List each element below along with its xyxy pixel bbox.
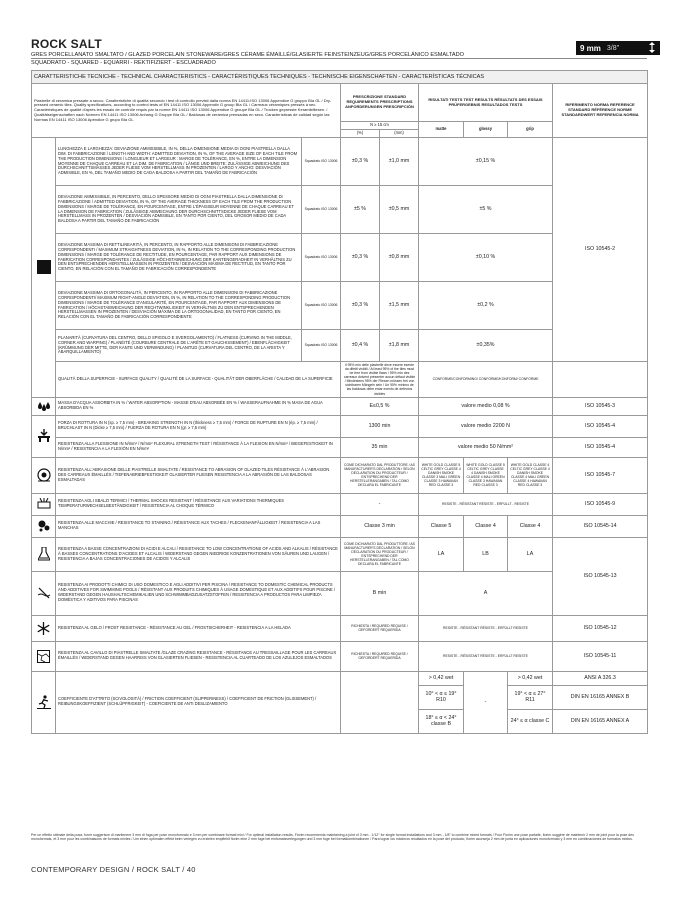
- prescription-mm: ±1,8 mm: [380, 330, 419, 362]
- page-footer: CONTEMPORARY DESIGN / ROCK SALT / 40: [31, 865, 196, 874]
- acid-alkali-icon: [32, 537, 56, 571]
- unit-percent: (%): [341, 130, 380, 138]
- table-row: [32, 537, 648, 571]
- pool-chemicals-icon: [32, 571, 56, 615]
- unit-mm: (mm): [380, 130, 419, 138]
- friction-b-matte: 10° < α ≤ 19° R10: [419, 685, 464, 709]
- row-description: DEVIAZIONE MASSIMA DI RETTILINEARITÀ, IN PERCENTO, IN RAPPORTO ALLE DIMENSIONI DI FABBRICAZIONE CORRISPONDENTI / MAXIMUM STRAIGHTNESS DEVIATION, IN %, IN RELATION TO THE CORRESPONDING PRODUCTION DIMENSIONS / MARGE DE TOLÉRANCE DE RECTITUDE, EN POURCENTAGE, PAR RAPPORT AUX DIMENSIONS DE FABRICATION CORRESPONDANTES / ZULÄSSIGE HÖCHSTABWEICHUNG DER KANTENGERADHEIT IN VERHÄLTNIS ZU DEN ENTSPRECHENDEN HERSTELLMASSEN IN PROZENTEN / DESVIACIÓN MÁXIMA DE RECTITUD, EN TANTO POR CIENTO, EN RELACIÓN CON EL TAMAÑO DE FABRICACIÓN CORRESPONDIENTE: [56, 234, 302, 282]
- prescription-empty: [341, 671, 419, 733]
- row-description: COEFFICIENTE D'ATTRITO (SCIVOLOSITÀ) / FRICTION COEFFICIENT (SLIPPERINESS) / COEFFICIENT DE FRICTION (GLISSEMENT) / REIBUNGSKOEFFIZIENT (SCHLÜPFRIGKEIT) - COEFICIENTE DE ANTI DESLIZAMIENTO: [56, 671, 341, 733]
- test-result: A: [419, 571, 553, 615]
- table-row: [32, 362, 648, 398]
- friction-a-standard: ANSI A 326.3: [553, 671, 648, 685]
- friction-c-matte: 18° ≤ α < 24° classe B: [419, 709, 464, 733]
- reference-standard: ISO 10545-13: [553, 537, 648, 615]
- stain-icon: [32, 515, 56, 537]
- result-grip: WHITE GOLD CLASSE 4 CELTIC GREY CLASSE 4 DANISH SMOKE CLASSE 4 MALI GREEN CLASSE 4 HAWAIIAN RED CLASSE 3: [508, 457, 553, 493]
- prescription-pct: ±5 %: [341, 186, 380, 234]
- thickness-arrows-icon: [649, 42, 655, 55]
- row-description: RESISTENZA ALLE MACCHIE / RESISTANCE TO STAINING / RÉSISTANCE AUX TACHES / FLECKENANFÄLLIGKEIT / RESISTENCIA A LAS MANCHAS: [56, 515, 341, 537]
- prescription-pct: ±0,3 %: [341, 282, 380, 330]
- row-description: MASSA D'ACQUA ASSORBITA IN % / WATER ABSORPTION - MASSE D'EAU ABSORBÉE EN % / WASSERAUFNAHME IN % MASA DE AGUA ABSORBIDA EN %: [56, 397, 341, 415]
- prescription: -: [341, 493, 419, 515]
- result-glossy: WHITE GOLD CLASSE 5 CELTIC GREY CLASSE 4 DANISH SMOKE CLASSE 4 MALI GREEN CLASSE 3 HAWAIIAN RED CLASSE 3: [464, 457, 508, 493]
- prescription: B min: [341, 571, 419, 615]
- result-matte: Classe 5: [419, 515, 464, 537]
- result-grip: Classe 4: [508, 515, 553, 537]
- friction-a-matte: > 0,42 wet: [419, 671, 464, 685]
- test-result: ±5 %: [419, 186, 553, 234]
- reference-standard: ISO 10545-3: [553, 397, 648, 415]
- prescription-pct: ±0,3 %: [341, 138, 380, 186]
- reference-standard: ISO 10545-14: [553, 515, 648, 537]
- footnote: Per un effetto ottimale della posa, fornir suggerisce di mantenere 3 mm di fuga per pose monoformato e 3 mm per combinare formati mixi / For optimal installation results, Fiorim recommends maintaining a joint of 3 mm - 1/12" for single format installations and 3 mm - 1/8" to combine mixed formats / Pour Fiorim une pose parfaite, fiorim suggère de maintenir 2 mm de joint pour la pose des monoformats, et 3 mm pour les combinaisons de formats mixtes / Um einen optimalen effekt beim verlegen zu erzielen empfiehlt fiorim eine 2 mm fuge bei einfomatsverlegungen und 3 mm fuge bei formatkombinationen / Para lograr los máximos resultados en la pose del producto, fiorim aconseja 2 mm de junta en aplicaciones monoformato y 3 mm en combinaciones de formatos mixtos.: [31, 833, 634, 842]
- row-description: PLANARITÀ (CURVATURA DEL CENTRO, DELLO SPIGOLO E SVERGOLAMENTO) / FLATNESS (CURVING IN THE MIDDLE, CORNER AND WARPING) / PLANÉITÉ (COURBURE CENTRALE DE L'ARÊTE ET GAUCHISSEMENT) / EBENFLÄCHIGKEIT (KRÜMMUNG DER MITTE, DER KANTE UND VERWINDUNG) / PLANITUD (CURVATURA DEL CENTRO, DE LA ARISTA Y ABARQUILLAMIENTO): [56, 330, 302, 362]
- table-row: [32, 457, 648, 493]
- table-row: [32, 138, 648, 186]
- test-result: RESISTE - RÉSISTANT RÉSISTE - ERFÜLLT RESISTE: [419, 615, 553, 641]
- result-grip: LA: [508, 537, 553, 571]
- test-result: valore medio 2200 N: [419, 415, 553, 437]
- table-row: [32, 397, 648, 415]
- prescription-header: PRESCRIZIONE STANDARD REQUIREMENTS PRESCRIPTIONS ANFORDERUNGEN PRESCRIPCIÓN: [341, 84, 419, 122]
- row-description: DEVIAZIONE MASSIMA DI ORTOGONALITÀ, IN PERCENTO, IN RAPPORTO ALLE DIMENSIONI DI FABBRICAZIONE CORRISPONDENTI/ MAXIMUM RIGHT-ANGLE DEVIATION, IN %, IN RELATION TO THE CORRESPONDING PRODUCTION DIMENSIONS / MARGE DE TOLÉRANCE D'ANGULARITÉ, EN POURCENTAGE, PAR RAPPORT AUX DIMENSIONS DE FABRICATION / HÖCHSTABWEICHUNG DER RECHTWINKLIGKEIT IN VERHÄLTNIS ZU DEN ENTSPRECHENDEN HERSTELLMASSEN IN PROZENTEN / DESVIACIÓN MÁXIMA DE LA ORTOGONALIDAD, EN TANTO POR CIENTO, EN RELACIÓN CON EL TAMAÑO DE FABRICACIÓN CORRESPONDIENTE: [56, 282, 302, 330]
- row-description: RESISTENZA AL CAVILLO DI PIASTRELLE SMALTATE /GLAZE CRAZING RESISTANCE - RÉSISTANCE AU TRESSAILLAGE POUR LES CARREAUX ÉMAILLÉS / WIDERSTAND GEGEN HAARRISS VON GLASIERTEN FLIESEN - RESISTENCIA AL CUARTEADO DE LOS AZULEJOS ESMALTADOS: [56, 641, 341, 671]
- row-description: RESISTENZA ALLA FLESSIONE IN N/mm² / N/mm² FLEXURAL STRENGTH TEST / RÉSISTANCE À LA FLEXION EN N/mm² / BIEGEFESTIGKEIT IN N/mm² / RESISTENCIA A LA FLEXIÓN EN N/mm²: [56, 437, 341, 457]
- row-description: RESISTENZA AGLI SBALZI TERMICI / THERMAL SHOCKS RESISTANT / RÉSISTANCE AUX VARIATIONS THERMIQUES TEMPERATURWECHSELBESTÄNDIGKEIT / RESISTENCIA AL CHOQUE TÉRMICO: [56, 493, 341, 515]
- friction-glossy: -: [464, 671, 508, 733]
- breaking-strength-icon: [32, 415, 56, 457]
- test-result: ±0,2 %: [419, 282, 553, 330]
- reference-header: RIFERIMENTO NORMA REFERENCE STANDARD RÉFÉRENCE NORME STANDARDWERT REFERENCIA NORMA: [553, 84, 648, 138]
- results-header: RISULTATI TESTS TEST RESULTS RÉSULTATS DES ESSAIS PRÜFERGEBNIS RESULTADOS TESTS: [419, 84, 553, 122]
- reference-standard: ISO 10545-11: [553, 641, 648, 671]
- result-matte: LA: [419, 537, 464, 571]
- prescription: E≤0,5 %: [341, 397, 419, 415]
- row-method: Squadrato ISO 13006: [302, 186, 341, 234]
- prescription-mm: ±0,8 mm: [380, 234, 419, 282]
- prescription: COME DICHIARATO DAL PRODUTTORE / AS MANUFACTURER'S DECLARATION / SELON DÉCLARATION DU PRODUCTEUR / ENTSPRECHEND DER HERSTELLERANGABEN / TAL COMO DECLARA EL FABRICANTE: [341, 457, 419, 493]
- table-row: [32, 515, 648, 537]
- thickness-badge: [576, 41, 660, 55]
- reference-standard-empty: [553, 362, 648, 398]
- row-method: Squadrato ISO 13006: [302, 330, 341, 362]
- thermal-shock-icon: [32, 493, 56, 515]
- prescription-mm: ±1,5 mm: [380, 282, 419, 330]
- result-matte: WHITE GOLD CLASSE 5 CELTIC GREY CLASSE 4 DANISH SMOKE CLASSE 3 MALI GREEN CLASSE 3 HAWAIIAN RED CLASSE 3: [419, 457, 464, 493]
- result-glossy: LB: [464, 537, 508, 571]
- row-description: RESISTENZA ALL'ABRASIONE DELLE PIASTRELLE SMALTATE / RESISTANCE TO ABRASION OF GLAZED TILES RÉSISTANCE À L'ABRASION DES CARREAUX ÉMAILLÉS / TIEFENABRIEBFESTIGKEIT GLASIERTER FLIESEN RESISTENCIA A LA ABRASIÓN DE LAS BALDOSAS ESMALTADAS: [56, 457, 341, 493]
- page-title: ROCK SALT: [31, 37, 102, 51]
- prescription: RICHIESTA / REQUIRED REQUISE / GEFORDERT REQUERIDA: [341, 641, 419, 671]
- friction-b-grip: 19° < α ≤ 27° R11: [508, 685, 553, 709]
- thickness-mm: 9 mm: [580, 43, 601, 53]
- table-row: [32, 437, 648, 457]
- edge-subtitle: SQUADRATO - SQUARED - EQUARRI - REKTIFIZIERT - ESCUADRADO: [31, 60, 216, 66]
- water-drops-icon: [32, 397, 56, 415]
- row-description: RESISTENZA AL GELO / FROST RESISTANCE - RÉSISTANCE AU GEL / FROSTSICHERHEIT - RESISTENCIA A LA HELADA: [56, 615, 341, 641]
- row-method: Squadrato ISO 13006: [302, 234, 341, 282]
- table-row: [32, 671, 648, 685]
- prescription-mm: ±1,0 mm: [380, 138, 419, 186]
- prescription: Il 95% min delle piastrelle deve essere esente da difetti visibili / At least 95% of the tiles must be free from visible flaws / 95% min des carreaux doivent présenter aucun défaut visible / Mindestens 95% der Fliesen müssen frei von sichtbaren Mängeln sein / Un 95% mínimo de las baldosas debe estar exento de defectos visibles: [341, 362, 419, 398]
- reference-standard: ISO 10545-12: [553, 615, 648, 641]
- prescription: 1300 min: [341, 415, 419, 437]
- row-method: Squadrato ISO 13006: [302, 138, 341, 186]
- row-description: RESISTENZA AI PRODOTTI CHIMICI DI USO DOMESTICO E AGLI ADDITIVI PER PISCINA / RESISTANCE TO DOMESTIC CHEMICAL PRODUCTS AND ADDITIVES FOR SWIMMING POOLS / RÉSISTANT AUX PRODUITS CHIMIQUES À USAGE DOMESTIQUE ET AUX ADDITIFS POUR PISCINE / WIDERSTAND GEGEN HAUSHALTSCHEMIKALIEN UND SCHWIMMBADZUSATZSTOFFEN / RESISTENCIA A PRODUCTOS PARA LIMPIEZA DOMÉSTICA Y ADITIVOS PARA PISCINAS: [56, 571, 341, 615]
- technical-table: [31, 70, 648, 734]
- thickness-inches: 3/8": [606, 44, 620, 52]
- table-row: [32, 415, 648, 437]
- reference-standard: ISO 10545-4: [553, 437, 648, 457]
- frost-snowflake-icon: [32, 615, 56, 641]
- row-description: QUALITÀ DELLA SUPERFICIE - SURFACE QUALITY / QUALITÉ DE LA SURFACE - QUALITÄT DER OBERFLÄCHE / CALIDAD DE LA SUPERFICIE: [56, 362, 341, 398]
- table-intro: Piastrelle di ceramica pressate a secco. Caratteristiche di qualità secondo i test di controllo previsti dalla norma EN 14411:ISO 13006 Appendice G gruppo BIa GL / Dry-pressed ceramic tiles. Quality specifications, according to control tests of EN 14411 ISO 13006 Appendix G group BIa GL / Carreaux céramiques pressés à sec. Caractéristiques de qualité d'après les essais de contrôle requis par la norme EN 14411 ISO 13006 Appendice G groupe BIa GL / Trocken gepresste Keramikfliesen. / Qualitätseigenschaften nach Normen EN 14411 ISO 13006 Anhang G Gruppe BIa GL / Baldosas de cerámica prensadas en seco. Características de calidad según las Normas EN 14411 ISO 13006 Apéndice G grupo BIa GL: [32, 84, 341, 138]
- friction-c-grip: 24° ≤ α classe C: [508, 709, 553, 733]
- material-subtitle: GRES PORCELLANATO SMALTATO / GLAZED PORCELAIN STONEWARE/GRES CÉRAME ÉMAILLÉ/GLASIERTE FEINSTEINZEUG/GRES PORCELÁNICO ESMALTADO: [31, 52, 464, 58]
- reference-standard: ISO 10545-9: [553, 493, 648, 515]
- test-result: CONFORME/CONFORMING/ CONFORME/KONFORM/ CONFORME: [419, 362, 553, 398]
- prescription: 35 min: [341, 437, 419, 457]
- prescription-pct: ±0,3 %: [341, 234, 380, 282]
- finish-glossy: glossy: [464, 122, 508, 138]
- reference-standard: ISO 10545-4: [553, 415, 648, 437]
- friction-a-grip: > 0,42 wet: [508, 671, 553, 685]
- friction-b-standard: DIN EN 16165 ANNEX B: [553, 685, 648, 709]
- row-description: LUNGHEZZA E LARGHEZZA: DEVIAZIONE AMMISSIBILE, IN %, DELLA DIMENSIONE MEDIA DI OGNI PIASTRELLA DALLA DIM. DI FABBRICAZIONE / LENGTH AND WIDTH: ADMITTED DEVIATION, IN %, OF THE AVERAGE SIZE OF EACH TILE FROM THE PRODUCTION DIMENSIONS / LONGUEUR ET LARGEUR : MARGE DE TOLÉRANCE, EN %, ENTRE LA DIMENSION MOYENNE DE CHAQUE CARREAU ET LA DIM. DE FABRICATION / LÄNGE UND BREITE: ZULÄSSIGE ABWEICHUNG DES DURCHSCHNITTSMASSES JEDER FLIESE VOM HERSTELLMASS IN PROZENTEN / LARGO Y ANCHO: DESVIACIÓN ADMISIBLE, EN %, DEL TAMAÑO MEDIO DE CADA BALDOSA A PARTIR DEL TAMAÑO DE FABRICACIÓN: [56, 138, 302, 186]
- friction-c-standard: DIN EN 16165 ANNEX A: [553, 709, 648, 733]
- finish-matte: matte: [419, 122, 464, 138]
- row-description: RESISTENZA A BASSE CONCENTRAZIONI DI ACIDI E ALCALI / RESISTANCE TO LOW CONCENTRATIONS OF ACIDS AND ALKALIS / RÉSISTANCE À BASSES CONCENTRATIONS D'ACIDES ET ALCALIS / WIDERSTAND GEGEN NIEDRIGE KONZENTRATIONEN VON SÄUREN UND LAUGEN / RESISTENCIA A BAJAS CONCENTRACIONES DE ACIDOS Y ALCALIS: [56, 537, 341, 571]
- prescription: COME DICHIARATO DAL PRODUTTORE / AS MANUFACTURER'S DECLARATION / SELON DÉCLARATION DU PRODUCTEUR / ENTSPRECHEND DER HERSTELLERANGABEN / TAL COMO DECLARA EL FABRICANTE: [341, 537, 419, 571]
- row-method: Squadrato ISO 13006: [302, 282, 341, 330]
- finish-grip: grip: [508, 122, 553, 138]
- prescription-mm: ±0,5 mm: [380, 186, 419, 234]
- header-rule: [31, 58, 647, 59]
- test-result: ±0,15 %: [419, 138, 553, 186]
- reference-standard: ISO 10545-7: [553, 457, 648, 493]
- tile-dimension-icon: [32, 138, 56, 398]
- reference-standard: ISO 10545-2: [553, 138, 648, 362]
- abrasion-icon: [32, 457, 56, 493]
- table-caption: CARATTERISTICHE TECNICHE - TECHNICAL CHARACTERISTICS - CARACTÉRISTIQUES TECHNIQUES - TECHNISCHE EIGENSCHAFTEN - CARACTERÍSTICAS TÉCNICAS: [32, 71, 648, 84]
- test-result: RESISTE - RÉSISTANT RÉSISTE - ERFÜLLT RESISTE: [419, 641, 553, 671]
- test-result: valore medio 50 N/mm²: [419, 437, 553, 457]
- table-row: [32, 641, 648, 671]
- crazing-icon: [32, 641, 56, 671]
- test-result: ±0,35%: [419, 330, 553, 362]
- prescription-pct: ±0,4 %: [341, 330, 380, 362]
- row-description: DEVIAZIONE AMMISSIBILE, IN PERCENTO, DELLO SPESSORE MEDIO DI OGNI PIASTRELLA DALLA DIMENSIONE DI FABBRICAZIONE / ADMITTED DEVIATION, IN %, OF THE AVERAGE THICKNESS OF EACH TILE FROM THE PRODUCTION DIMENSIONS / MARGE DE TOLÉRANCE, EN POURCENTAGE, ENTRE L'ÉPAISSEUR MOYENNE DE CHAQUE CARREAU ET LA DIMENSION DE FABRICATION / ZULÄSSIGE ABWEICHUNG DER DURCHSCHNITTSDICKE JEDER FLIESE VOM HERSTELLMASS IN PROZENTEN / DESVIACIÓN ADMISIBLE, EN TANTO POR CIENTO, DEL GROSOR MEDIO DE CADA BALDOSA A PARTIR DEL TAMAÑO DE FABRICACIÓN: [56, 186, 302, 234]
- range-header: N ≥ 15 cm: [341, 122, 419, 130]
- result-glossy: Classe 4: [464, 515, 508, 537]
- table-row: [32, 615, 648, 641]
- test-result: ±0,10 %: [419, 234, 553, 282]
- test-result: valore medio 0,08 %: [419, 397, 553, 415]
- table-row: [32, 493, 648, 515]
- slip-resistance-icon: [32, 671, 56, 733]
- test-result: RESISTE - RÉSISTANT RÉSISTE - ERFÜLLT - RESISTE: [419, 493, 553, 515]
- prescription: Classe 3 min: [341, 515, 419, 537]
- row-description: FORZA DI ROTTURA IN N (sp. ≥ 7,5 mm) - BREAKING STRENGTH IN N (thickness ≥ 7,5 mm) / FORCE DE RUPTURE EN N (ép. ≥ 7,5 mm) / BRUCHLAST IN N (Dicke ≥ 7,5 mm) / FUERZA DE ROTURA EN N (gr. ≥ 7,5 mm): [56, 415, 341, 437]
- prescription: RICHIESTA / REQUIRED REQUISE / GEFORDERT REQUERIDA: [341, 615, 419, 641]
